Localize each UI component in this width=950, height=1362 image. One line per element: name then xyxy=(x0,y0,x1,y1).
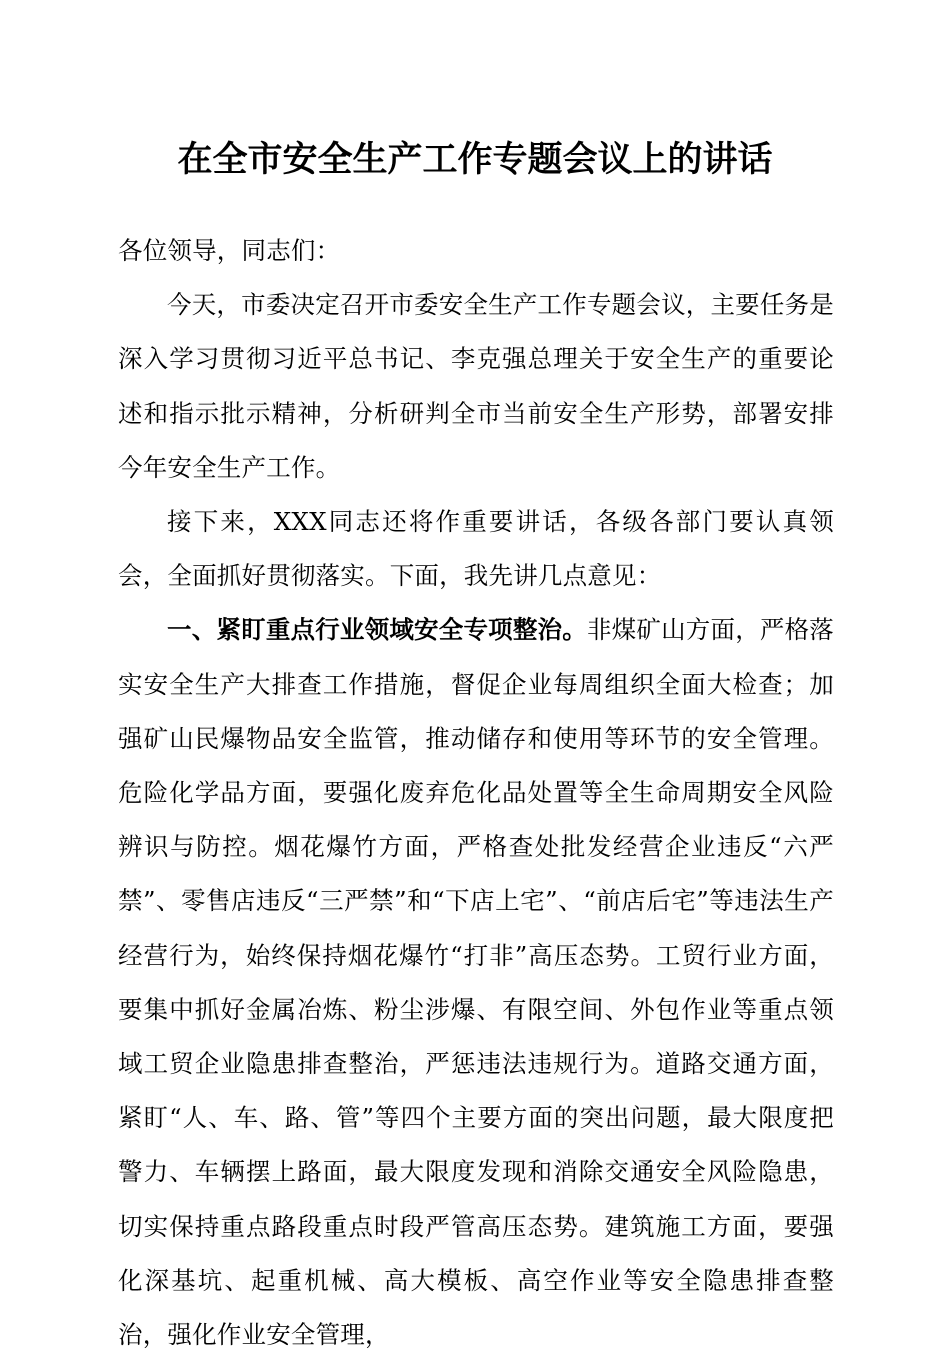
paragraph-text: 非煤矿山方面，严格落实安全生产大排查工作措施，督促企业每周组织全面大检查；加强矿山民爆物品安全监管，推动储存和使用等环节的安全管理。危险化学品方面，要强化废弃危化品处置等全生命周期安全风险辨识与防控。烟花爆竹方面，严格查处批发经营企业违反“六严禁”、零售店违反“三严禁”和“下店上宅”、“前店后宅”等违法生产经营行为，始终保持烟花爆竹“打非”高压态势。工贸行业方面，要集中抓好金属冶炼、粉尘涉爆、有限空间、外包作业等重点领域工贸企业隐患排查整治，严惩违法违规行为。道路交通方面，紧盯“人、车、路、管”等四个主要方面的突出问题，最大限度把警力、车辆摆上路面，最大限度发现和消除交通安全风险隐患，切实保持重点路段重点时段严管高压态势。建筑施工方面，要强化深基坑、起重机械、高大模板、高空作业等安全隐患排查整治，强化作业安全管理， xyxy=(118,615,835,1350)
paragraph-text: 接下来，XXX同志还将作重要讲话，各级各部门要认真领会，全面抓好贯彻落实。下面，我先讲几点意见： xyxy=(118,507,834,591)
paragraph-section-one xyxy=(118,603,834,1362)
section-heading: 一、紧盯重点行业领域安全专项整治。 xyxy=(167,615,587,645)
page-title: 在全市安全生产工作专题会议上的讲话 xyxy=(177,139,773,180)
paragraph-transition xyxy=(118,495,834,603)
salutation: 各位领导，同志们： xyxy=(118,236,341,265)
paragraph-text: 今天，市委决定召开市委安全生产工作专题会议，主要任务是深入学习贯彻习近平总书记、李克强总理关于安全生产的重要论述和指示批示精神，分析研判全市当前安全生产形势，部署安排今年安全生产工作。 xyxy=(118,290,834,482)
document-body xyxy=(118,224,834,1362)
paragraph-opening xyxy=(118,278,834,495)
